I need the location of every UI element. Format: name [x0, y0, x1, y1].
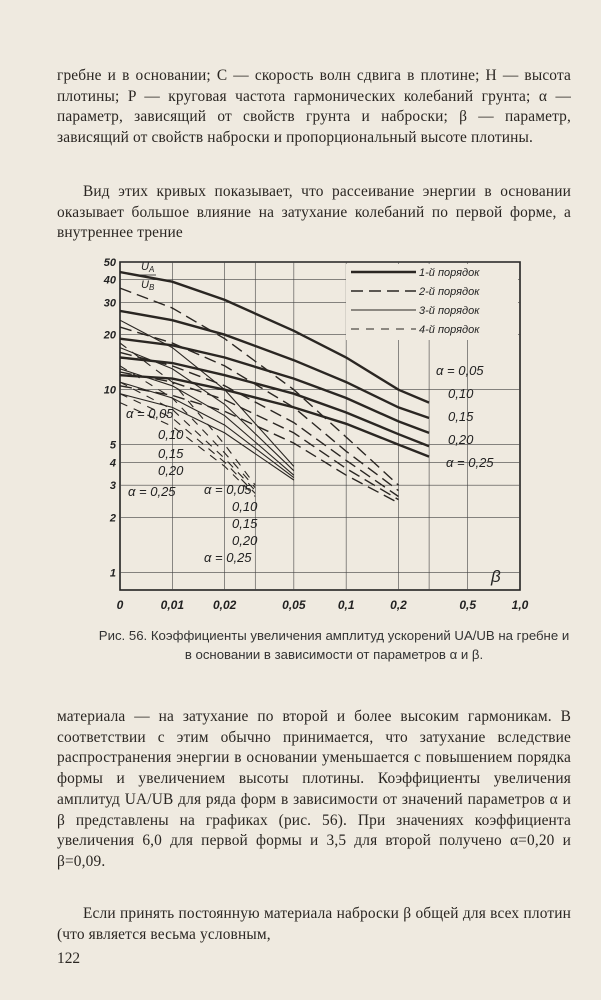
- legend: [346, 264, 518, 340]
- y-tick-label: 4: [109, 457, 116, 470]
- y-tick-label: 20: [103, 329, 116, 342]
- x-tick-labels: [117, 598, 529, 612]
- alpha-label: α = 0,25: [204, 550, 252, 565]
- alpha-label: 0,20: [448, 432, 474, 447]
- page-number: 122: [57, 950, 81, 967]
- y-tick-label: 40: [103, 274, 116, 287]
- alpha-label: 0,10: [232, 499, 258, 514]
- alpha-label: 0,10: [448, 386, 474, 401]
- figure-caption: Рис. 56. Коэффициенты увеличения амплитуд ускорений UA/UB на гребне и в основании в зависимости от параметров α и β.: [98, 628, 570, 662]
- paragraph-4: Если принять постоянную материала наброски β общей для всех плотин (что является весьма условным,: [57, 905, 571, 943]
- x-tick-label: 0,1: [337, 598, 355, 612]
- y-tick-label: 50: [103, 257, 116, 269]
- y-axis-label-ua: UA: [141, 261, 155, 274]
- x-tick-label: 0,05: [282, 598, 306, 612]
- alpha-label: α = 0,05: [204, 482, 252, 497]
- curve-order-4: [120, 382, 255, 491]
- y-tick-label: 2: [109, 512, 116, 525]
- x-tick-label: 0,02: [212, 598, 237, 612]
- y-tick-labels: [103, 257, 117, 579]
- alpha-label: 0,20: [158, 463, 184, 478]
- y-tick-label: 3: [109, 480, 116, 493]
- legend-label-3: 3-й порядок: [419, 305, 480, 317]
- alpha-label: 0,15: [232, 516, 258, 531]
- y-tick-label: 30: [103, 297, 116, 310]
- x-axis-label: β: [491, 567, 501, 586]
- curve-order-3: [120, 382, 294, 478]
- paragraph-1: гребне и в основании; C — скорость волн сдвига в плотине; H — высота плотины; P — круговая частота гармонических колебаний грунта; α — параметр, зависящий от свойств грунта и наброски; β — параметр, зависящий от свойств наброски и пропорциональный высоте плотины.: [57, 67, 571, 147]
- alpha-label: α = 0,25: [128, 484, 176, 499]
- alpha-label: 0,20: [232, 533, 258, 548]
- alpha-label: α = 0,05: [126, 406, 174, 421]
- alpha-label: 0,15: [158, 446, 184, 461]
- alpha-label: 0,15: [448, 409, 474, 424]
- y-tick-label: 1: [109, 567, 116, 580]
- alpha-label: α = 0,25: [446, 455, 494, 470]
- legend-label-1: 1-й порядок: [419, 267, 480, 279]
- alpha-label: 0,10: [158, 427, 184, 442]
- x-tick-label: 0,01: [160, 598, 185, 612]
- x-tick-label: 1,0: [511, 598, 529, 612]
- curve-order-4: [120, 366, 255, 488]
- y-tick-label: 5: [109, 439, 116, 452]
- legend-label-2: 2-й порядок: [419, 286, 480, 298]
- x-tick-label: 0: [116, 598, 124, 612]
- y-axis-label-ub: UB: [141, 279, 155, 292]
- y-tick-label: 10: [103, 384, 116, 397]
- legend-label-4: 4-й порядок: [419, 324, 480, 336]
- x-tick-label: 0,2: [390, 598, 407, 612]
- alpha-label: α = 0,05: [436, 363, 484, 378]
- paragraph-2: Вид этих кривых показывает, что рассеивание энергии в основании оказывает большое влияние на затухание колебаний по первой форме, а внутреннее трение: [57, 183, 571, 242]
- x-tick-label: 0,5: [459, 598, 477, 612]
- paragraph-3: материала — на затухание по второй и более высоким гармоникам. В соответствии с этим обычно принимается, что затухание вследствие распространения энергии в основании уменьшается с повышением порядка формы и увеличением высоты плотины. Коэффициенты увеличения амплитуд UA/UB для ряда форм в зависимости от значений параметров α и β представлены на графиках (рис. 56). При значениях коэффициента увеличения 6,0 для первой формы и 3,5 для второй получено α=0,20 и β=0,09.: [57, 708, 571, 870]
- figure-56-chart: [96, 250, 536, 620]
